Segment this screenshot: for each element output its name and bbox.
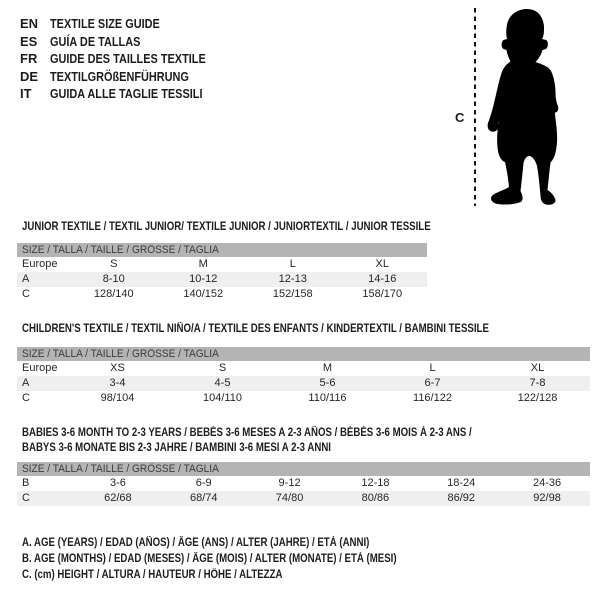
table-cell: 12-18 bbox=[361, 477, 390, 489]
table-cell: 14-16 bbox=[368, 273, 397, 285]
table-cell: 80/86 bbox=[361, 492, 390, 504]
table-cell: 128/140 bbox=[93, 288, 134, 300]
table-cell: 8-10 bbox=[102, 273, 125, 285]
language-row-fr bbox=[20, 50, 235, 68]
row-label: A bbox=[22, 273, 30, 285]
size-header-bar: SIZE / TALLA / TAILLE / GRÖSSE / TAGLIA bbox=[17, 347, 590, 361]
language-row-it bbox=[20, 85, 235, 103]
language-row-es bbox=[20, 33, 235, 51]
table-cell: S bbox=[110, 258, 118, 270]
language-row-en bbox=[20, 15, 235, 33]
size-header-bar: SIZE / TALLA / TAILLE / GRÖSSE / TAGLIA bbox=[17, 243, 427, 257]
table-cell: M bbox=[198, 258, 208, 270]
table-cell: 68/74 bbox=[189, 492, 218, 504]
language-row-de bbox=[20, 68, 235, 86]
row-label: C bbox=[22, 288, 30, 300]
table-cell: 18-24 bbox=[447, 477, 476, 489]
row-label: C bbox=[22, 392, 30, 404]
babies-size-table bbox=[17, 462, 590, 506]
table-cell: 62/68 bbox=[104, 492, 132, 504]
table-cell: XS bbox=[110, 362, 125, 374]
row-label: Europe bbox=[22, 258, 58, 270]
table-cell: 6-7 bbox=[424, 377, 441, 389]
table-cell: 152/158 bbox=[272, 288, 313, 300]
legend-line-a: A. AGE (YEARS) / EDAD (AÑOS) / ÂGE (ANS) / ALTER (JAHRE) / ETÀ (ANNI) bbox=[22, 537, 370, 549]
height-measure-dashed-line bbox=[474, 8, 476, 206]
language-code: IT bbox=[20, 86, 32, 102]
table-cell: 9-12 bbox=[278, 477, 301, 489]
table-row bbox=[17, 257, 427, 272]
legend-line-b: B. AGE (MONTHS) / EDAD (MESES) / ÂGE (MOIS) / ALTER (MONATE) / ETÀ (MESI) bbox=[22, 553, 397, 565]
table-row bbox=[17, 376, 590, 391]
height-measure-label: C bbox=[455, 110, 465, 125]
table-cell: 10-12 bbox=[189, 273, 218, 285]
table-row bbox=[17, 272, 427, 287]
table-cell: 74/80 bbox=[275, 492, 304, 504]
language-code: DE bbox=[20, 68, 39, 84]
table-cell: 158/170 bbox=[362, 288, 403, 300]
table-cell: 140/152 bbox=[183, 288, 224, 300]
row-label: B bbox=[22, 477, 30, 489]
language-code: EN bbox=[20, 16, 39, 31]
table-row bbox=[17, 391, 590, 406]
table-cell: M bbox=[322, 362, 333, 374]
table-cell: 24-36 bbox=[532, 477, 562, 489]
junior-section-title: JUNIOR TEXTILE / TEXTIL JUNIOR/ TEXTILE JUNIOR / JUNIORTEXTIL / JUNIOR TESSILE bbox=[22, 221, 431, 233]
language-header bbox=[20, 15, 235, 103]
table-cell: 4-5 bbox=[214, 377, 231, 389]
language-title: GUIDE DES TAILLES TEXTILE bbox=[50, 51, 206, 67]
table-cell: 3-6 bbox=[109, 477, 126, 489]
children-section-title: CHILDREN'S TEXTILE / TEXTIL NIÑO/A / TEXTILE DES ENFANTS / KINDERTEXTIL / BAMBINI TESSILE bbox=[22, 323, 489, 335]
table-row bbox=[17, 287, 427, 302]
language-title: GUÍA DE TALLAS bbox=[50, 33, 141, 49]
table-cell: 104/110 bbox=[203, 392, 242, 404]
table-cell: XL bbox=[375, 258, 389, 270]
table-cell: S bbox=[218, 362, 227, 374]
table-row bbox=[17, 476, 590, 491]
table-cell: 116/122 bbox=[413, 392, 452, 404]
table-cell: 98/104 bbox=[100, 392, 135, 404]
table-cell: 3-4 bbox=[109, 377, 126, 389]
table-cell: L bbox=[429, 362, 436, 374]
row-label: C bbox=[22, 492, 30, 504]
table-cell: 92/98 bbox=[533, 492, 561, 504]
table-cell: 86/92 bbox=[447, 492, 475, 504]
table-row bbox=[17, 491, 590, 506]
language-title: TEXTILE SIZE GUIDE bbox=[50, 16, 160, 31]
table-cell: 6-9 bbox=[195, 477, 212, 489]
babies-title-line2: BABYS 3-6 MONATE BIS 2-3 JAHRE / BAMBINI 3-6 MESI A 2-3 ANNI bbox=[22, 441, 331, 454]
row-label: Europe bbox=[22, 362, 58, 374]
babies-title-line1: BABIES 3-6 MONTH TO 2-3 YEARS / BEBÉS 3-6 MESES A 2-3 AÑOS / BÉBÉS 3-6 MOIS À 2-3 ANS / bbox=[22, 427, 472, 439]
legend-line-c: C. (cm) HEIGHT / ALTURA / HAUTEUR / HÖHE / ALTEZZA bbox=[22, 569, 283, 581]
children-size-table bbox=[17, 347, 590, 406]
table-cell: 7-8 bbox=[529, 377, 546, 389]
language-code: FR bbox=[20, 51, 38, 67]
baby-silhouette-icon bbox=[480, 5, 580, 210]
table-cell: 12-13 bbox=[278, 273, 307, 285]
language-title: TEXTILGRÖßENFÜHRUNG bbox=[50, 68, 189, 84]
language-title: GUIDA ALLE TAGLIE TESSILI bbox=[50, 86, 203, 102]
babies-section-title bbox=[22, 426, 557, 455]
size-header-bar: SIZE / TALLA / TAILLE / GRÖSSE / TAGLIA bbox=[17, 462, 590, 476]
table-cell: 5-6 bbox=[319, 377, 336, 389]
table-cell: 110/116 bbox=[308, 392, 347, 404]
table-cell: 122/128 bbox=[517, 392, 558, 404]
table-cell: XL bbox=[530, 362, 545, 374]
table-row bbox=[17, 361, 590, 376]
junior-size-table bbox=[17, 243, 427, 302]
table-cell: L bbox=[289, 258, 296, 270]
language-code: ES bbox=[20, 33, 38, 49]
row-label: A bbox=[22, 377, 30, 389]
measurement-legend bbox=[22, 535, 468, 583]
